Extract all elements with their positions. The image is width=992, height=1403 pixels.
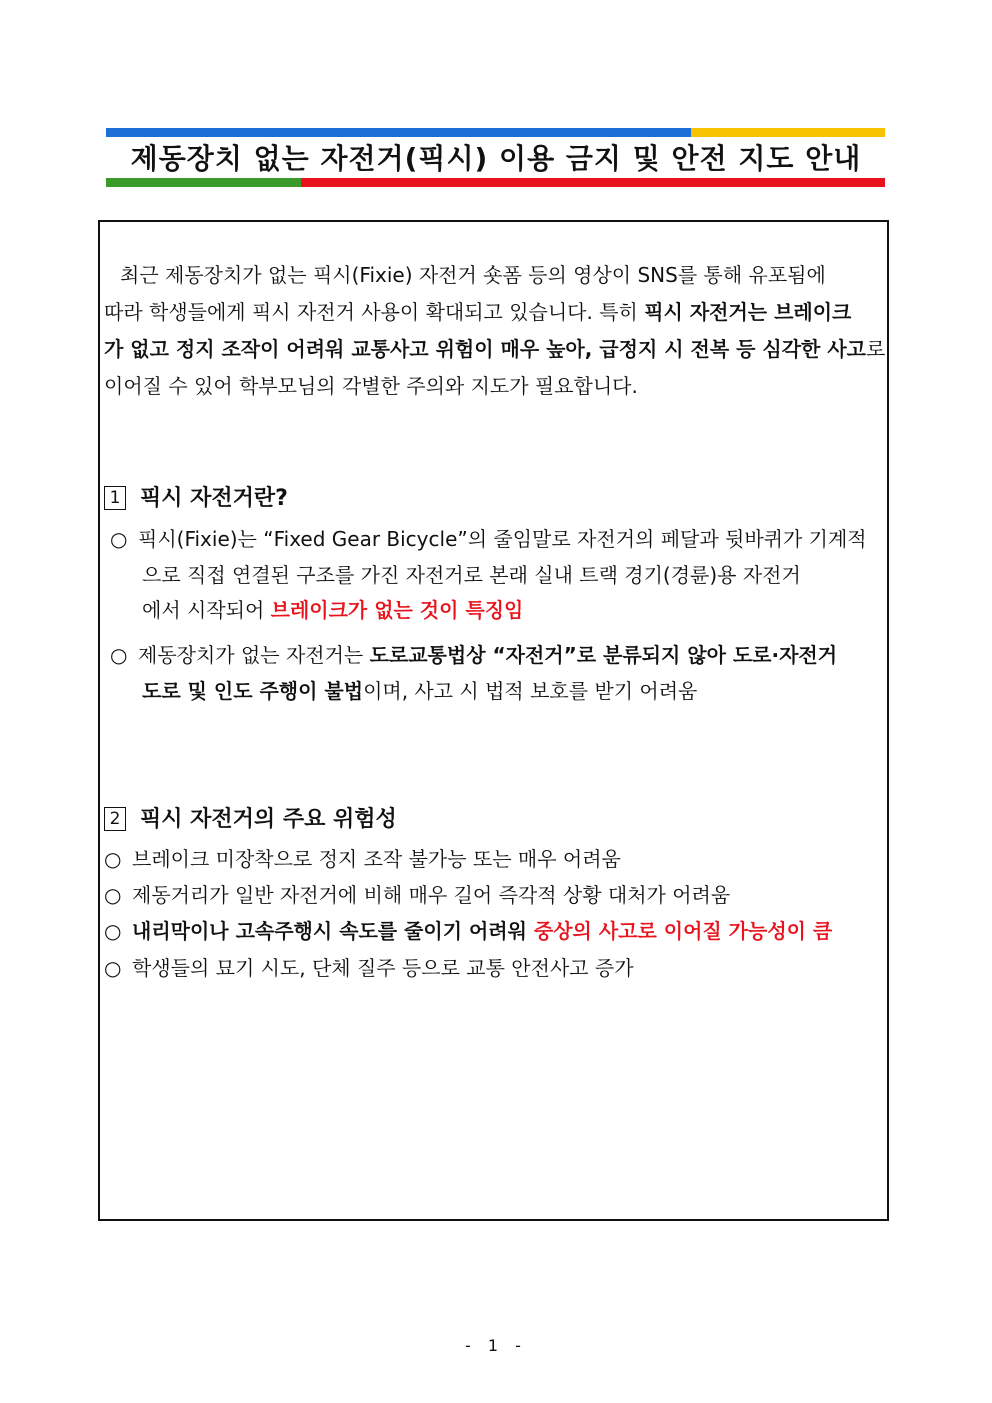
section-2-item-1 <box>104 845 621 873</box>
bullet-emphasis: 도로 및 인도 주행이 불법 <box>142 679 364 703</box>
intro-line-3 <box>104 335 885 363</box>
item-text: 학생들의 묘기 시도, 단체 질주 등으로 교통 안전사고 증가 <box>132 956 634 980</box>
section-title: 픽시 자전거의 주요 위험성 <box>140 807 397 832</box>
section-1-heading <box>104 484 288 514</box>
bullet-circle-icon: ○ <box>104 847 122 871</box>
section-1-bullet-1-cont <box>142 561 801 589</box>
header-bar-yellow <box>691 128 885 137</box>
section-number-box: 2 <box>104 807 126 831</box>
header-bar-blue <box>106 128 691 137</box>
intro-text: 로 <box>865 337 886 361</box>
intro-line-1 <box>120 261 826 289</box>
bullet-circle-icon: ○ <box>110 527 128 551</box>
intro-emphasis: 가 없고 정지 조작이 어려워 교통사고 위험이 매우 높아, 급정지 시 전복 등 심각한 사고 <box>104 337 866 361</box>
bullet-text: 픽시(Fixie)는 “Fixed Gear Bicycle”의 줄임말로 자전거의 페달과 뒷바퀴가 기계적 <box>138 527 867 551</box>
item-text: 제동거리가 일반 자전거에 비해 매우 길어 즉각적 상황 대처가 어려움 <box>132 883 731 907</box>
bullet-circle-icon: ○ <box>104 956 122 980</box>
document-title: 제동장치 없는 자전거(픽시) 이용 금지 및 안전 지도 안내 <box>130 142 862 175</box>
bullet-emphasis: 도로교통법상 “자전거”로 분류되지 않아 도로·자전거 <box>369 643 838 667</box>
footer-bar-red <box>301 178 885 187</box>
bullet-circle-icon: ○ <box>104 883 122 907</box>
content-box <box>98 220 889 1221</box>
bullet-text: 제동장치가 없는 자전거는 <box>138 643 370 667</box>
section-1-bullet-1 <box>110 525 867 553</box>
page-number: - 1 - <box>465 1336 527 1355</box>
section-title: 픽시 자전거란? <box>140 486 288 511</box>
section-2-item-4 <box>104 954 634 982</box>
section-1-bullet-2 <box>110 641 837 669</box>
section-1-bullet-2-cont <box>142 677 697 705</box>
intro-emphasis: 픽시 자전거는 브레이크 <box>644 300 852 324</box>
bullet-circle-icon: ○ <box>110 643 128 667</box>
section-2-heading <box>104 805 397 835</box>
intro-line-2 <box>104 298 851 326</box>
footer-bar-green <box>106 178 301 187</box>
section-1-bullet-1-cont <box>142 596 523 624</box>
bullet-circle-icon: ○ <box>104 919 122 943</box>
bullet-emphasis-red: 브레이크가 없는 것이 특징임 <box>270 598 524 622</box>
intro-text: 따라 학생들에게 픽시 자전거 사용이 확대되고 있습니다. 특히 <box>104 300 645 324</box>
intro-line-4 <box>104 372 638 400</box>
intro-text: 이어질 수 있어 학부모님의 각별한 주의와 지도가 필요합니다. <box>104 374 638 398</box>
item-emphasis: 내리막이나 고속주행시 속도를 줄이기 어려워 <box>132 919 534 943</box>
item-emphasis-red: 중상의 사고로 이어질 가능성이 큼 <box>533 919 833 943</box>
intro-text: 최근 제동장치가 없는 픽시(Fixie) 자전거 숏폼 등의 영상이 SNS를 통해 유포됨에 <box>120 263 826 287</box>
bullet-text: 이며, 사고 시 법적 보호를 받기 어려움 <box>363 679 698 703</box>
section-number-box: 1 <box>104 486 126 510</box>
bullet-text: 에서 시작되어 <box>142 598 271 622</box>
bullet-text: 으로 직접 연결된 구조를 가진 자전거로 본래 실내 트랙 경기(경륜)용 자전거 <box>142 563 801 587</box>
item-text: 브레이크 미장착으로 정지 조작 불가능 또는 매우 어려움 <box>132 847 621 871</box>
section-2-item-2 <box>104 881 730 909</box>
section-2-item-3 <box>104 917 832 945</box>
